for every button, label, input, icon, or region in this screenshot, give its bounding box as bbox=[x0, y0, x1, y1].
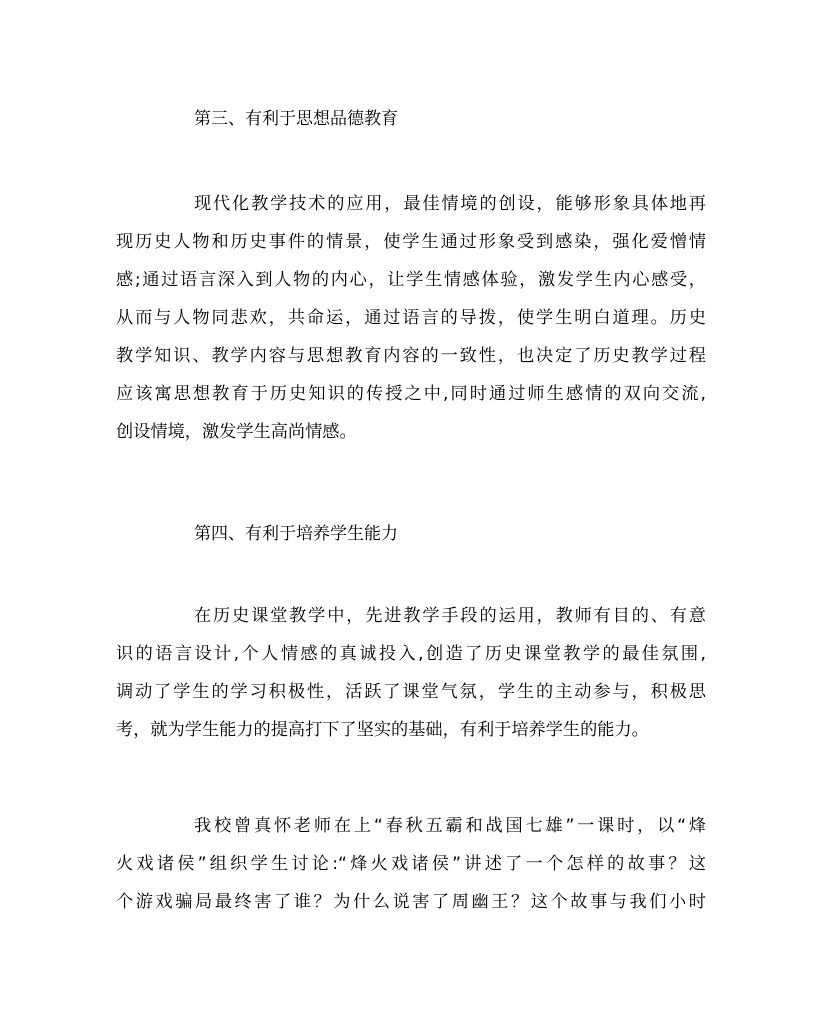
paragraph-line: 现代化教学技术的应用，最佳情境的创设，能够形象具体地再 bbox=[194, 194, 706, 214]
paragraph-ability bbox=[116, 597, 706, 749]
paragraph-line: 感;通过语言深入到人物的内心，让学生情感体验，激发学生内心感受， bbox=[116, 270, 706, 290]
paragraph-line: 在历史课堂教学中，先进教学手段的运用，教师有目的、有意 bbox=[194, 606, 706, 626]
paragraph-moral-education bbox=[116, 185, 706, 451]
paragraph-line: 现历史人物和历史事件的情景，使学生通过形象受到感染，强化爱憎情 bbox=[116, 232, 706, 252]
paragraph-line: 火戏诸侯”组织学生讨论:“烽火戏诸侯”讲述了一个怎样的故事？这 bbox=[116, 854, 706, 874]
paragraph-line: 调动了学生的学习积极性，活跃了课堂气氛，学生的主动参与，积极思 bbox=[116, 682, 706, 702]
paragraph-line: 个游戏骗局最终害了谁？为什么说害了周幽王？这个故事与我们小时 bbox=[116, 892, 706, 912]
paragraph-line: 应该寓思想教育于历史知识的传授之中,同时通过师生感情的双向交流, bbox=[116, 384, 706, 404]
section-heading-3: 第三、有利于思想品德教育 bbox=[194, 109, 398, 129]
paragraph-line: 教学知识、教学内容与思想教育内容的一致性，也决定了历史教学过程 bbox=[116, 346, 706, 366]
paragraph-line: 从而与人物同悲欢，共命运，通过语言的导拨，使学生明白道理。历史 bbox=[116, 308, 706, 328]
section-heading-4: 第四、有利于培养学生能力 bbox=[194, 524, 398, 544]
paragraph-line: 考，就为学生能力的提高打下了坚实的基础，有利于培养学生的能力。 bbox=[116, 720, 649, 740]
paragraph-line: 识的语言设计,个人情感的真诚投入,创造了历史课堂教学的最佳氛围, bbox=[116, 644, 706, 664]
paragraph-line: 我校曾真怀老师在上“春秋五霸和战国七雄”一课时，以“烽 bbox=[194, 816, 706, 836]
paragraph-example bbox=[116, 807, 706, 921]
paragraph-line: 创设情境，激发学生高尚情感。 bbox=[116, 422, 357, 442]
